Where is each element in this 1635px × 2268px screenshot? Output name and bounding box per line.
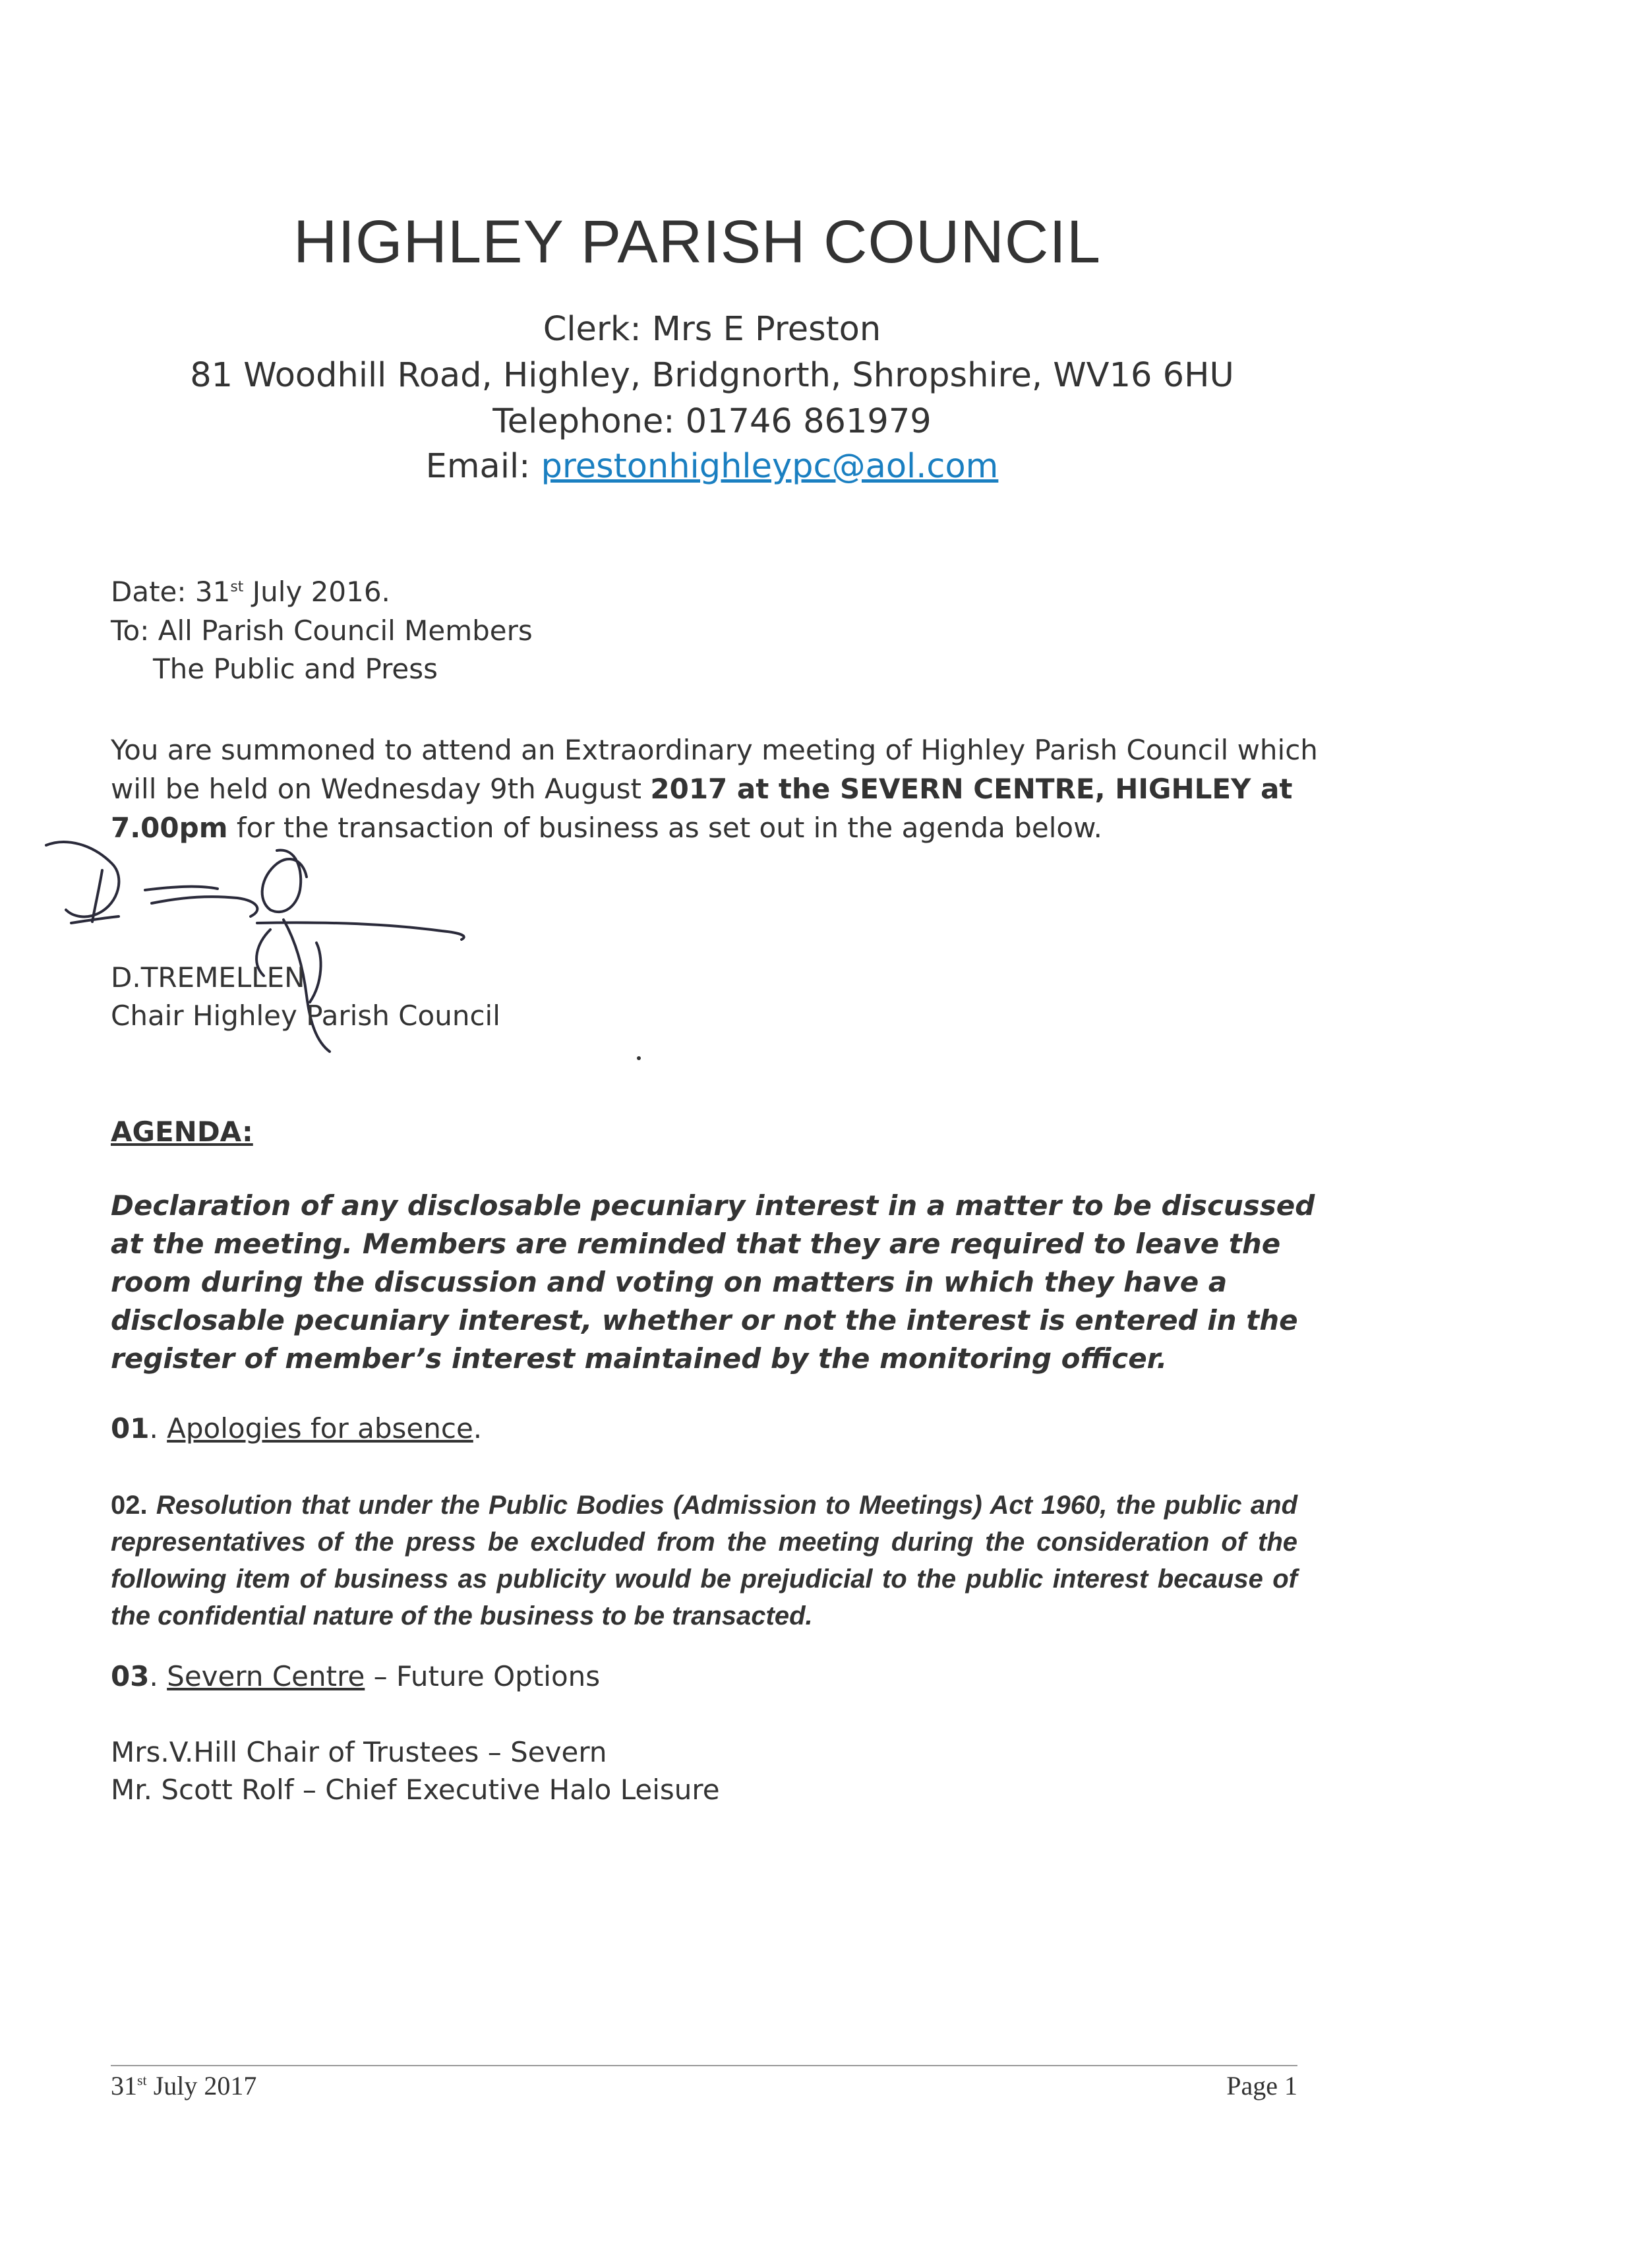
date-prefix: Date: 31 bbox=[111, 576, 231, 608]
footer-date-sup: st bbox=[137, 2072, 147, 2089]
agenda-item-01 bbox=[111, 1412, 482, 1445]
letter-date bbox=[111, 576, 390, 608]
summons-text-1: You are summoned to attend an Extraordinary meeting of Highley Parish Council which will be held on Wednesday 9th August bbox=[111, 734, 1318, 805]
agenda-item-03 bbox=[111, 1660, 600, 1692]
council-title: HIGHLEY PARISH COUNCIL bbox=[293, 208, 1102, 276]
footer-date-prefix: 31 bbox=[111, 2071, 137, 2101]
footer-date-suffix: July 2017 bbox=[146, 2071, 257, 2101]
summons-text-2: for the transaction of business as set out in the agenda below. bbox=[227, 812, 1102, 844]
item-text: Resolution that under the Public Bodies (Admission to Meetings) Act 1960, the public and representatives of the press be excluded from the meeting during the consideration of the following item of business as publicity would be prejudicial to the public interest because of the confidential nature of the business to be transacted. bbox=[111, 1491, 1298, 1630]
item-number: 01 bbox=[111, 1412, 150, 1445]
agenda-item-02 bbox=[111, 1487, 1297, 1634]
council-telephone: Telephone: 01746 861979 bbox=[492, 402, 932, 441]
date-suffix: July 2016. bbox=[243, 576, 390, 608]
date-sup: st bbox=[230, 579, 244, 595]
council-address: 81 Woodhill Road, Highley, Bridgnorth, Shropshire, WV16 6HU bbox=[190, 356, 1234, 395]
item-suffix: . bbox=[473, 1412, 483, 1445]
agenda-heading: AGENDA: bbox=[111, 1116, 253, 1148]
recipients-line-2: The Public and Press bbox=[153, 653, 438, 685]
item-separator: . bbox=[149, 1412, 167, 1445]
signatory-name: D.TREMELLEN bbox=[111, 961, 305, 994]
item-number: 02. bbox=[111, 1491, 148, 1520]
page-number: Page 1 bbox=[1226, 2071, 1297, 2101]
attendee-2: Mr. Scott Rolf – Chief Executive Halo Leisure bbox=[111, 1774, 720, 1806]
item-number: 03 bbox=[111, 1660, 150, 1692]
email-line bbox=[0, 447, 1424, 486]
signatory-role: Chair Highley Parish Council bbox=[111, 1000, 500, 1032]
declaration-paragraph: Declaration of any disclosable pecuniary interest in a matter to be discussed at the meeting. Members are reminded that they are required to leave the room during the discussion and voting on matters in which they have a disclosable pecuniary interest, whether or not the interest is entered in the register of member’s interest maintained by the monitoring officer. bbox=[111, 1189, 1315, 1375]
email-label: Email: bbox=[425, 447, 541, 486]
footer-date bbox=[111, 2070, 256, 2101]
footer-divider bbox=[111, 2065, 1297, 2066]
recipients-line-1: To: All Parish Council Members bbox=[111, 614, 533, 647]
stray-mark bbox=[637, 1056, 641, 1060]
summons-venue: 2017 at the SEVERN CENTRE, HIGHLEY at 7.00pm bbox=[111, 773, 1293, 844]
email-link[interactable]: prestonhighleypc@aol.com bbox=[541, 447, 999, 486]
item-separator: . bbox=[149, 1660, 167, 1692]
clerk-name: Clerk: Mrs E Preston bbox=[543, 310, 881, 349]
attendee-1: Mrs.V.Hill Chair of Trustees – Severn bbox=[111, 1736, 607, 1768]
item-suffix: – Future Options bbox=[365, 1660, 601, 1692]
item-title: Severn Centre bbox=[167, 1660, 365, 1692]
item-title: Apologies for absence bbox=[167, 1412, 473, 1445]
